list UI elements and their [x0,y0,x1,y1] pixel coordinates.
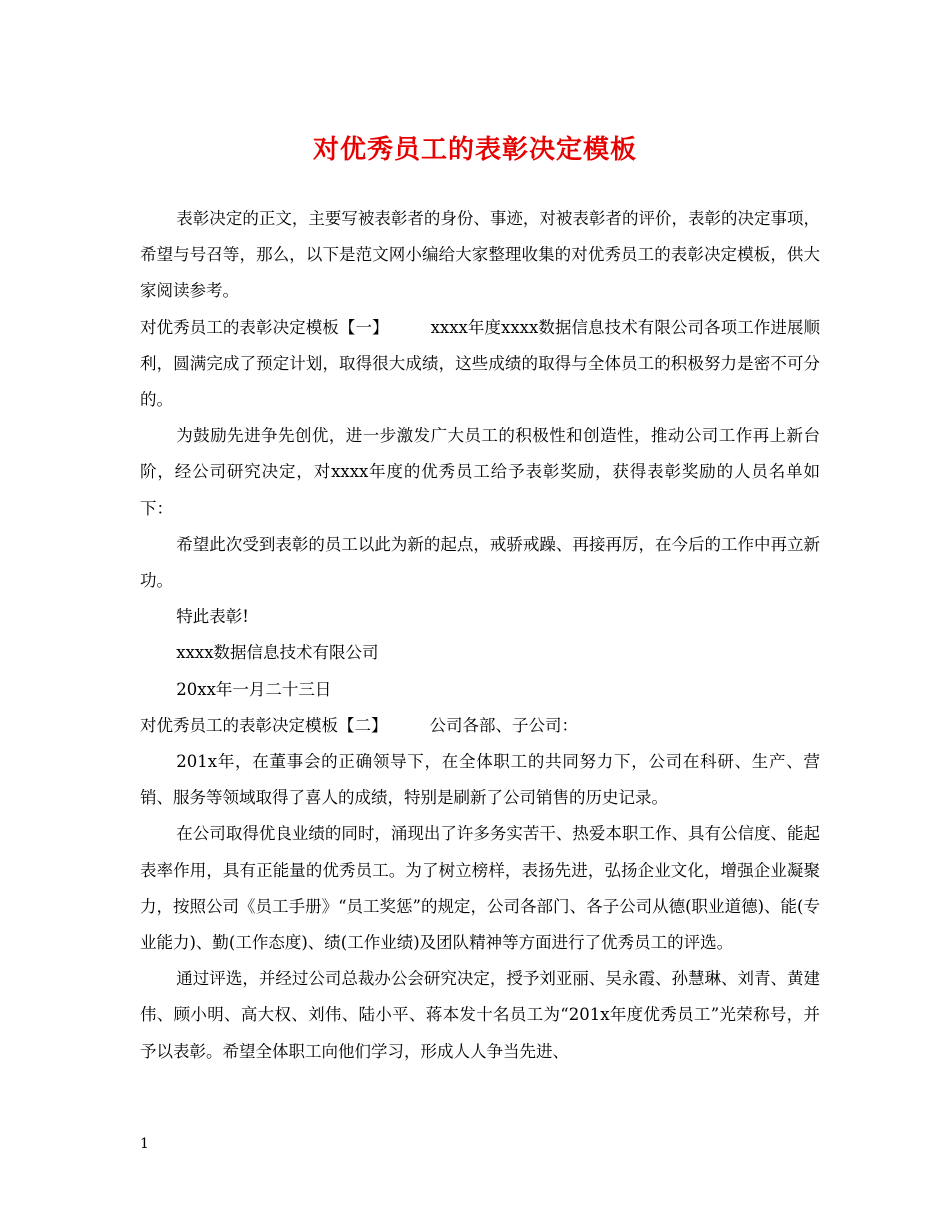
section-2-paragraph-1: 201x年，在董事会的正确领导下，在全体职工的共同努力下，公司在科研、生产、营销、服务等领域取得了喜人的成绩，特别是刷新了公司销售的历史记录。 [140,752,820,808]
section-1-paragraph-1: 为鼓励先进争先创优，进一步激发广大员工的积极性和创造性，推动公司工作再上新台阶，经公司研究决定，对xxxx年度的优秀员工给予表彰奖励，获得表彰奖励的人员名单如下： [140,426,820,518]
document-title: 对优秀员工的表彰决定模板 [312,135,637,165]
section-2-paragraph-3: 通过评选，并经过公司总裁办公会研究决定，授予刘亚丽、吴永霞、孙慧琳、刘青、黄建伟、顾小明、高大权、刘伟、陆小平、蒋本发十名员工为“201x年度优秀员工”光荣称号，并予以表彰。希望全体职工向他们学习，形成人人争当先进、 [140,969,820,1061]
intro-paragraph: 表彰决定的正文，主要写被表彰者的身份、事迹，对被表彰者的评价，表彰的决定事项，希望与号召等，那么，以下是范文网小编给大家整理收集的对优秀员工的表彰决定模板，供大家阅读参考。 [140,209,820,301]
page-number: 1 [140,1136,149,1152]
section-1-date: 20xx年一月二十三日 [176,679,332,699]
document-body [140,201,820,1070]
section-2-heading-tail: 公司各部、子公司： [429,715,578,735]
section-2-paragraph-2: 在公司取得优良业绩的同时，涌现出了许多务实苦干、热爱本职工作、具有公信度、能起表率作用，具有正能量的优秀员工。为了树立榜样，表扬先进，弘扬企业文化，增强企业凝聚力，按照公司《员工手册》“员工奖惩”的规定，公司各部门、各子公司从德(职业道德)、能(专业能力)、勤(工作态度)、绩(工作业绩)及团队精神等方面进行了优秀员工的评选。 [140,824,820,953]
section-1-heading: 对优秀员工的表彰决定模板【一】 [140,317,389,337]
section-1-heading-tail: xxxx年度xxxx数据信息技术有限公司各项工作进展顺利，圆满完成了预定计划，取得很大成绩，这些成绩的取得与全体员工的积极努力是密不可分的。 [140,317,820,410]
section-2-heading: 对优秀员工的表彰决定模板【二】 [140,715,388,735]
section-1-paragraph-2: 希望此次受到表彰的员工以此为新的起点，戒骄戒躁、再接再厉，在今后的工作中再立新功。 [140,534,820,591]
section-2-heading-line [140,708,820,744]
section-1-heading-line [140,310,820,419]
section-1-closing: 特此表彰! [176,607,249,627]
section-1-company: xxxx数据信息技术有限公司 [176,643,379,663]
